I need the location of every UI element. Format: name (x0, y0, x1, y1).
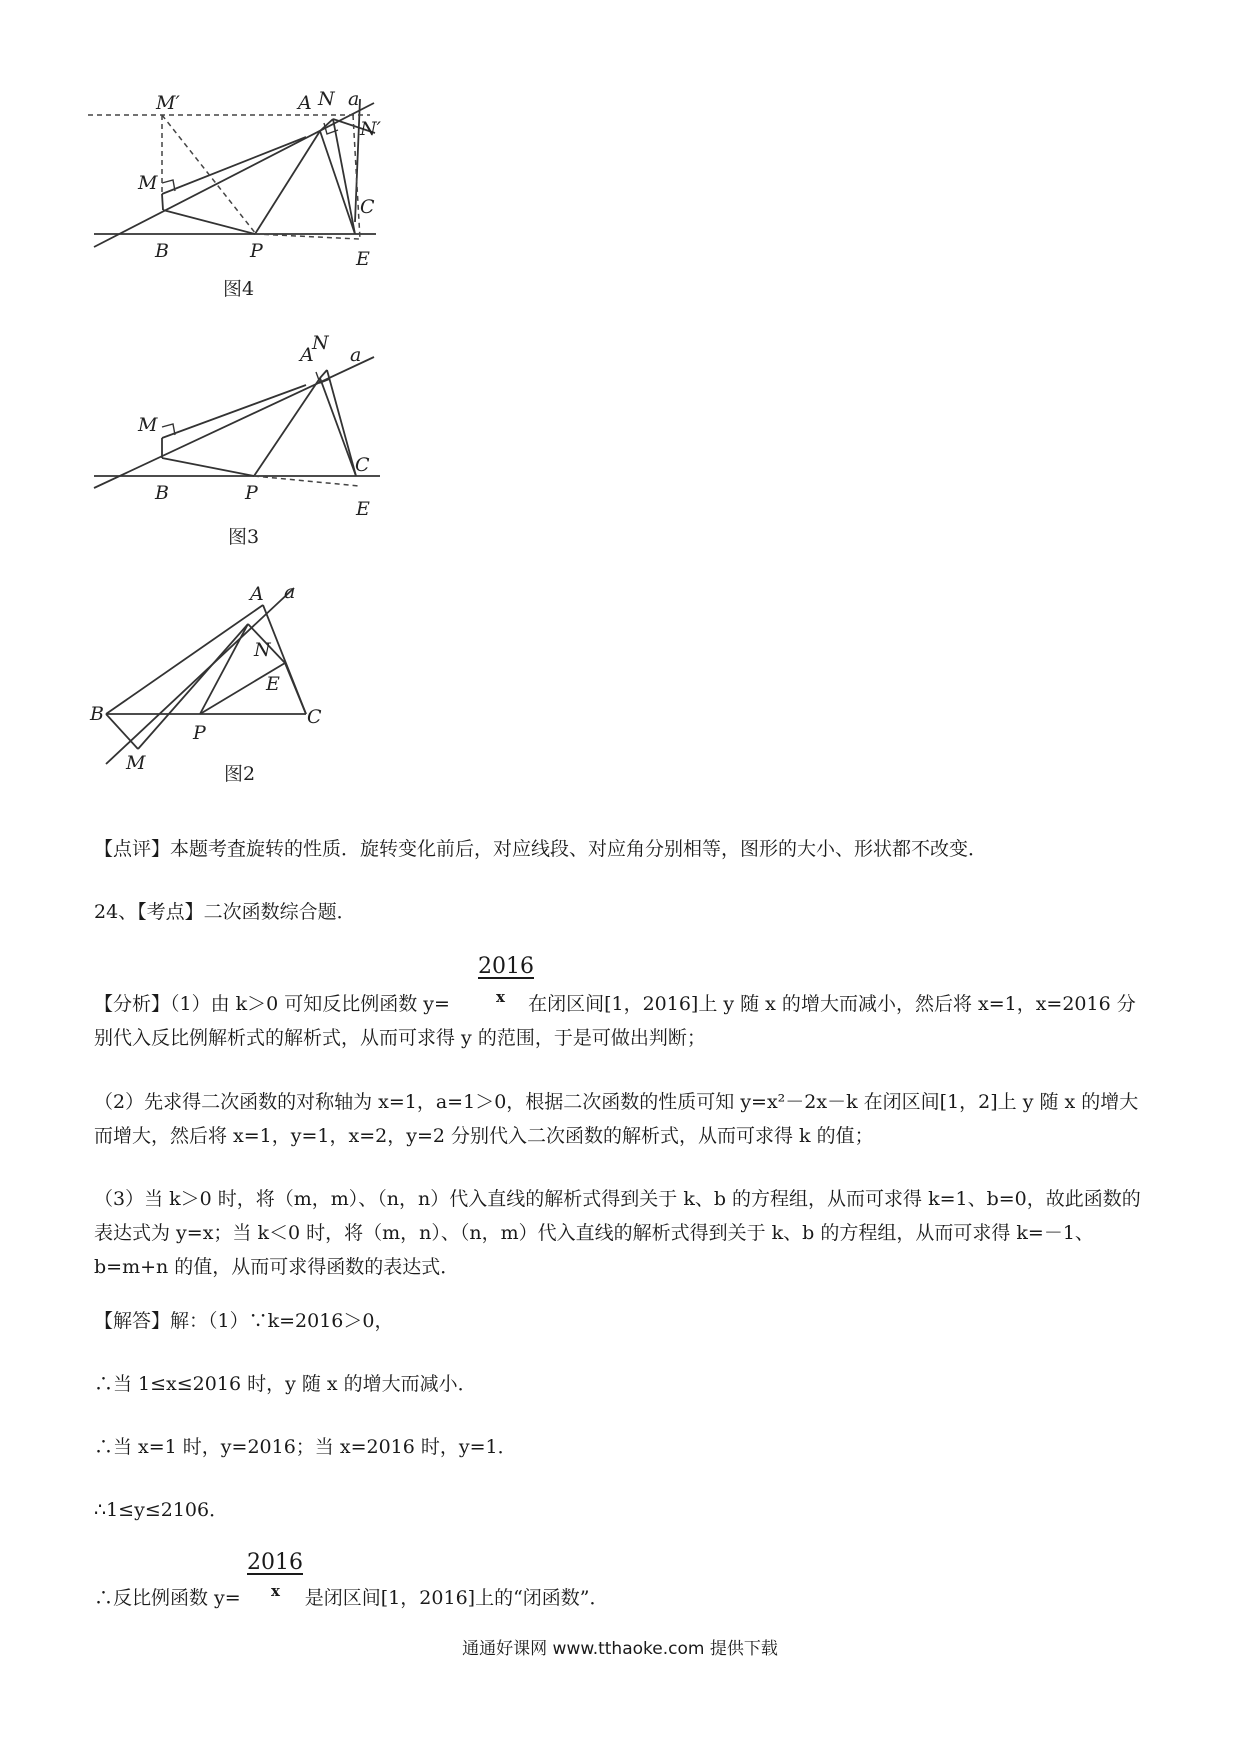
label-n: N (312, 332, 329, 354)
label-a: A (298, 92, 312, 114)
label-n: N (254, 639, 271, 661)
label-n: N (318, 88, 335, 110)
figure-2-caption: 图2 (224, 763, 256, 785)
fraction-2-numerator: 2016 (247, 1550, 303, 1575)
label-m-prime: M′ (156, 92, 180, 114)
fenxi-3-paragraph: （3）当 k＞0 时，将（m，m）、（n，n）代入直线的解析式得到关于 k、b 的方程组，从而可求得 k=1、b=0，故此函数的表达式为 y=x；当 k＜0 时，将（m，n）、（n，m）代入直线的解析式得到关于 k、b 的方程组，从而可求得 k=－1、b=m+n 的值，从而可求得函数的表达式． (94, 1188, 1141, 1278)
fraction-1-denominator: x (496, 988, 505, 1006)
label-e: E (356, 248, 370, 270)
label-p: P (193, 722, 206, 744)
fenxi-1-line (94, 991, 1136, 1017)
figure-3-caption: 图3 (228, 526, 260, 548)
figure-2 (80, 580, 340, 790)
label-c: C (307, 706, 322, 728)
label-a-line: a (284, 581, 296, 603)
figure-4-caption: 图4 (223, 278, 255, 300)
fenxi-2-paragraph: （2）先求得二次函数的对称轴为 x=1，a=1＞0，根据二次函数的性质可知 y=x²－2x－k 在闭区间[1，2]上 y 随 x 的增大而增大，然后将 x=1，y=1，x=2，y=2 分别代入二次函数的解析式，从而可求得 k 的值； (94, 1091, 1139, 1147)
figure-3 (80, 332, 440, 548)
label-e: E (266, 673, 280, 695)
fraction-2-denominator: x (271, 1582, 280, 1600)
fenxi-1-text-a: 【分析】（1）由 k＞0 可知反比例函数 y= (94, 993, 450, 1015)
label-m: M (138, 172, 158, 194)
label-n-prime: N′ (360, 118, 381, 140)
label-a: A (300, 344, 314, 366)
label-p: P (250, 240, 263, 262)
dianping-paragraph: 【点评】本题考査旋转的性质．旋转变化前后，对应线段、对应角分别相等，图形的大小、形状都不改变． (94, 838, 988, 860)
jieda-5-text-b: 是闭区间[1，2016]上的“闭函数”． (304, 1587, 609, 1609)
jieda-line-2: ∴当 1≤x≤2016 时，y 随 x 的增大而减小． (94, 1373, 477, 1395)
fenxi-1-continuation: 别代入反比例解析式的解析式，从而可求得 y 的范围，于是可做出判断； (94, 1027, 706, 1049)
label-m: M (138, 414, 158, 436)
label-a: A (250, 583, 264, 605)
figure-4 (80, 88, 440, 300)
label-a-line: a (348, 88, 360, 110)
kaodian-line: 24、【考点】二次函数综合题． (94, 901, 356, 923)
label-a-line: a (350, 344, 362, 366)
label-b: B (155, 240, 169, 262)
label-c: C (360, 196, 375, 218)
jieda-5-text-a: ∴反比例函数 y= (94, 1587, 241, 1609)
label-b: B (90, 703, 104, 725)
label-e: E (356, 498, 370, 520)
figure-2-diagram (80, 580, 340, 790)
label-c: C (355, 454, 370, 476)
figure-3-diagram (80, 332, 440, 548)
label-m: M (126, 752, 146, 774)
label-p: P (245, 482, 258, 504)
jieda-line-4: ∴1≤y≤2106． (94, 1499, 229, 1521)
jieda-line-3: ∴当 x=1 时，y=2016；当 x=2016 时，y=1． (94, 1436, 517, 1458)
page-footer: 通通好课网 www.tthaoke.com 提供下载 (462, 1639, 778, 1659)
figure-4-diagram (80, 88, 440, 300)
jieda-line-5 (94, 1585, 609, 1611)
fraction-1-numerator: 2016 (478, 954, 534, 979)
label-b: B (155, 482, 169, 504)
fenxi-1-text-b: 在闭区间[1，2016]上 y 随 x 的增大而减小，然后将 x=1，x=2016 分 (528, 993, 1136, 1015)
jieda-line-1: 【解答】解：（1）∵k=2016＞0， (94, 1310, 394, 1332)
